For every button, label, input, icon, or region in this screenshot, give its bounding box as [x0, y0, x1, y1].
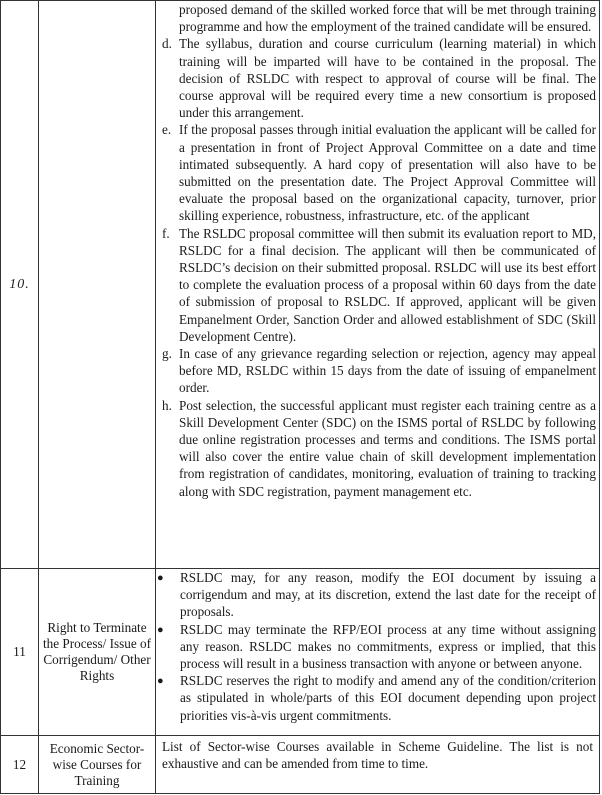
- list-marker: h.: [162, 397, 172, 413]
- row-label-cell: [39, 569, 156, 736]
- rights-list: [156, 569, 599, 724]
- list-item-text: If the proposal passes through initial evaluation the applicant will be called for a presentation in front of Project Approval Committee on a date and time intimated subsequently. A hard copy of presentation will also have to be submitted on the presentation date. The Project Approval Committee will evaluate the proposal based on the organizational capacity, turnover, prior skilling experience, robustness, infrastructure, etc. of the applicant: [179, 122, 596, 224]
- row-number-handwritten: 10.: [9, 276, 30, 292]
- list-item: [156, 1, 599, 35]
- list-item-text: RSLDC reserves the right to modify and amend any of the condition/criterion as stipulated in whole/parts of this EOI document depending upon project priorities vis-à-vis urgent commitments.: [180, 673, 596, 723]
- list-marker: e.: [162, 122, 172, 138]
- row-label: Right to Terminate the Process/ Issue of Corrigendum/ Other Rights: [42, 620, 152, 683]
- row-number: 12: [12, 756, 27, 772]
- list-item: [156, 397, 599, 500]
- list-item-text: RSLDC may, for any reason, modify the EOI document by issuing a corrigendum and may, at its discretion, extend the last date for the receipt of proposals.: [180, 570, 596, 620]
- list-item: [156, 35, 599, 121]
- row-number: 11: [13, 644, 26, 660]
- row-label-cell: [39, 736, 156, 794]
- row-number-cell: [1, 736, 39, 794]
- list-item: [156, 621, 599, 673]
- list-item: [156, 672, 599, 724]
- row-content-cell: [156, 569, 600, 736]
- row-number-cell: [1, 569, 39, 736]
- list-item-text: proposed demand of the skilled worked force that will be met through training programme and how the employment of the trained candidate will be ensured.: [179, 2, 596, 35]
- row-number-cell: [1, 1, 39, 569]
- table-row-12: [1, 736, 600, 794]
- bullet-icon: ●: [157, 623, 164, 636]
- row-content-cell: [156, 736, 600, 794]
- list-item: [156, 225, 599, 345]
- table-row-11: [1, 569, 600, 736]
- row-label: Economic Sector-wise Courses for Training: [49, 740, 145, 788]
- list-marker: d.: [162, 36, 172, 52]
- row-content-cell: [156, 1, 600, 569]
- table-row-10: [1, 1, 600, 569]
- list-item: [156, 345, 599, 397]
- list-item: [156, 121, 599, 224]
- list-marker: f.: [162, 225, 170, 241]
- procedure-list: [156, 1, 599, 500]
- list-marker: g.: [162, 346, 172, 362]
- list-item-text: RSLDC may terminate the RFP/EOI process at any time without assigning any reason. RSLDC makes no commitments, express or implied, that this process will result in a business transaction with anyone or between anyone.: [180, 621, 596, 672]
- list-item-text: The syllabus, duration and course curriculum (learning material) in which training will be imparted will have to be contained in the proposal. The decision of RSLDC with respect to approval of course will be final. The course approval will be required every time a new consortium is proposed under this arrangement.: [179, 36, 596, 121]
- list-item-text: In case of any grievance regarding selection or rejection, agency may appeal before MD, RSLDC within 15 days from the date of issuing of empanelment order.: [179, 346, 596, 396]
- bullet-icon: ●: [157, 675, 164, 688]
- list-item-text: The RSLDC proposal committee will then submit its evaluation report to MD, RSLDC for a final decision. The applicant will then be communicated of RSLDC’s decision on their submitted proposal. RSLDC will use its best effort to complete the evaluation process of a proposal within 60 days from the date of submission of proposal to RSLDC. If approved, applicant will be given Empanelment Order, Sanction Order and allowed establishment of SDC (Skill Development Centre).: [179, 225, 596, 344]
- list-item: [156, 569, 599, 621]
- row-text: List of Sector-wise Courses available in Scheme Guideline. The list is not exhaustive and can be amended from time to time.: [162, 739, 593, 772]
- bullet-icon: ●: [157, 572, 164, 584]
- row-label-cell: [39, 1, 156, 569]
- list-item-text: Post selection, the successful applicant must register each training centre as a Skill Development Center (SDC) on the ISMS portal of RSLDC by following due online registration processes and terms and conditions. The ISMS portal will also cover the entire value chain of skill development implementation from registration of candidates, monitoring, evaluation of training to tracking along with SDC registration, payment management etc.: [179, 397, 596, 499]
